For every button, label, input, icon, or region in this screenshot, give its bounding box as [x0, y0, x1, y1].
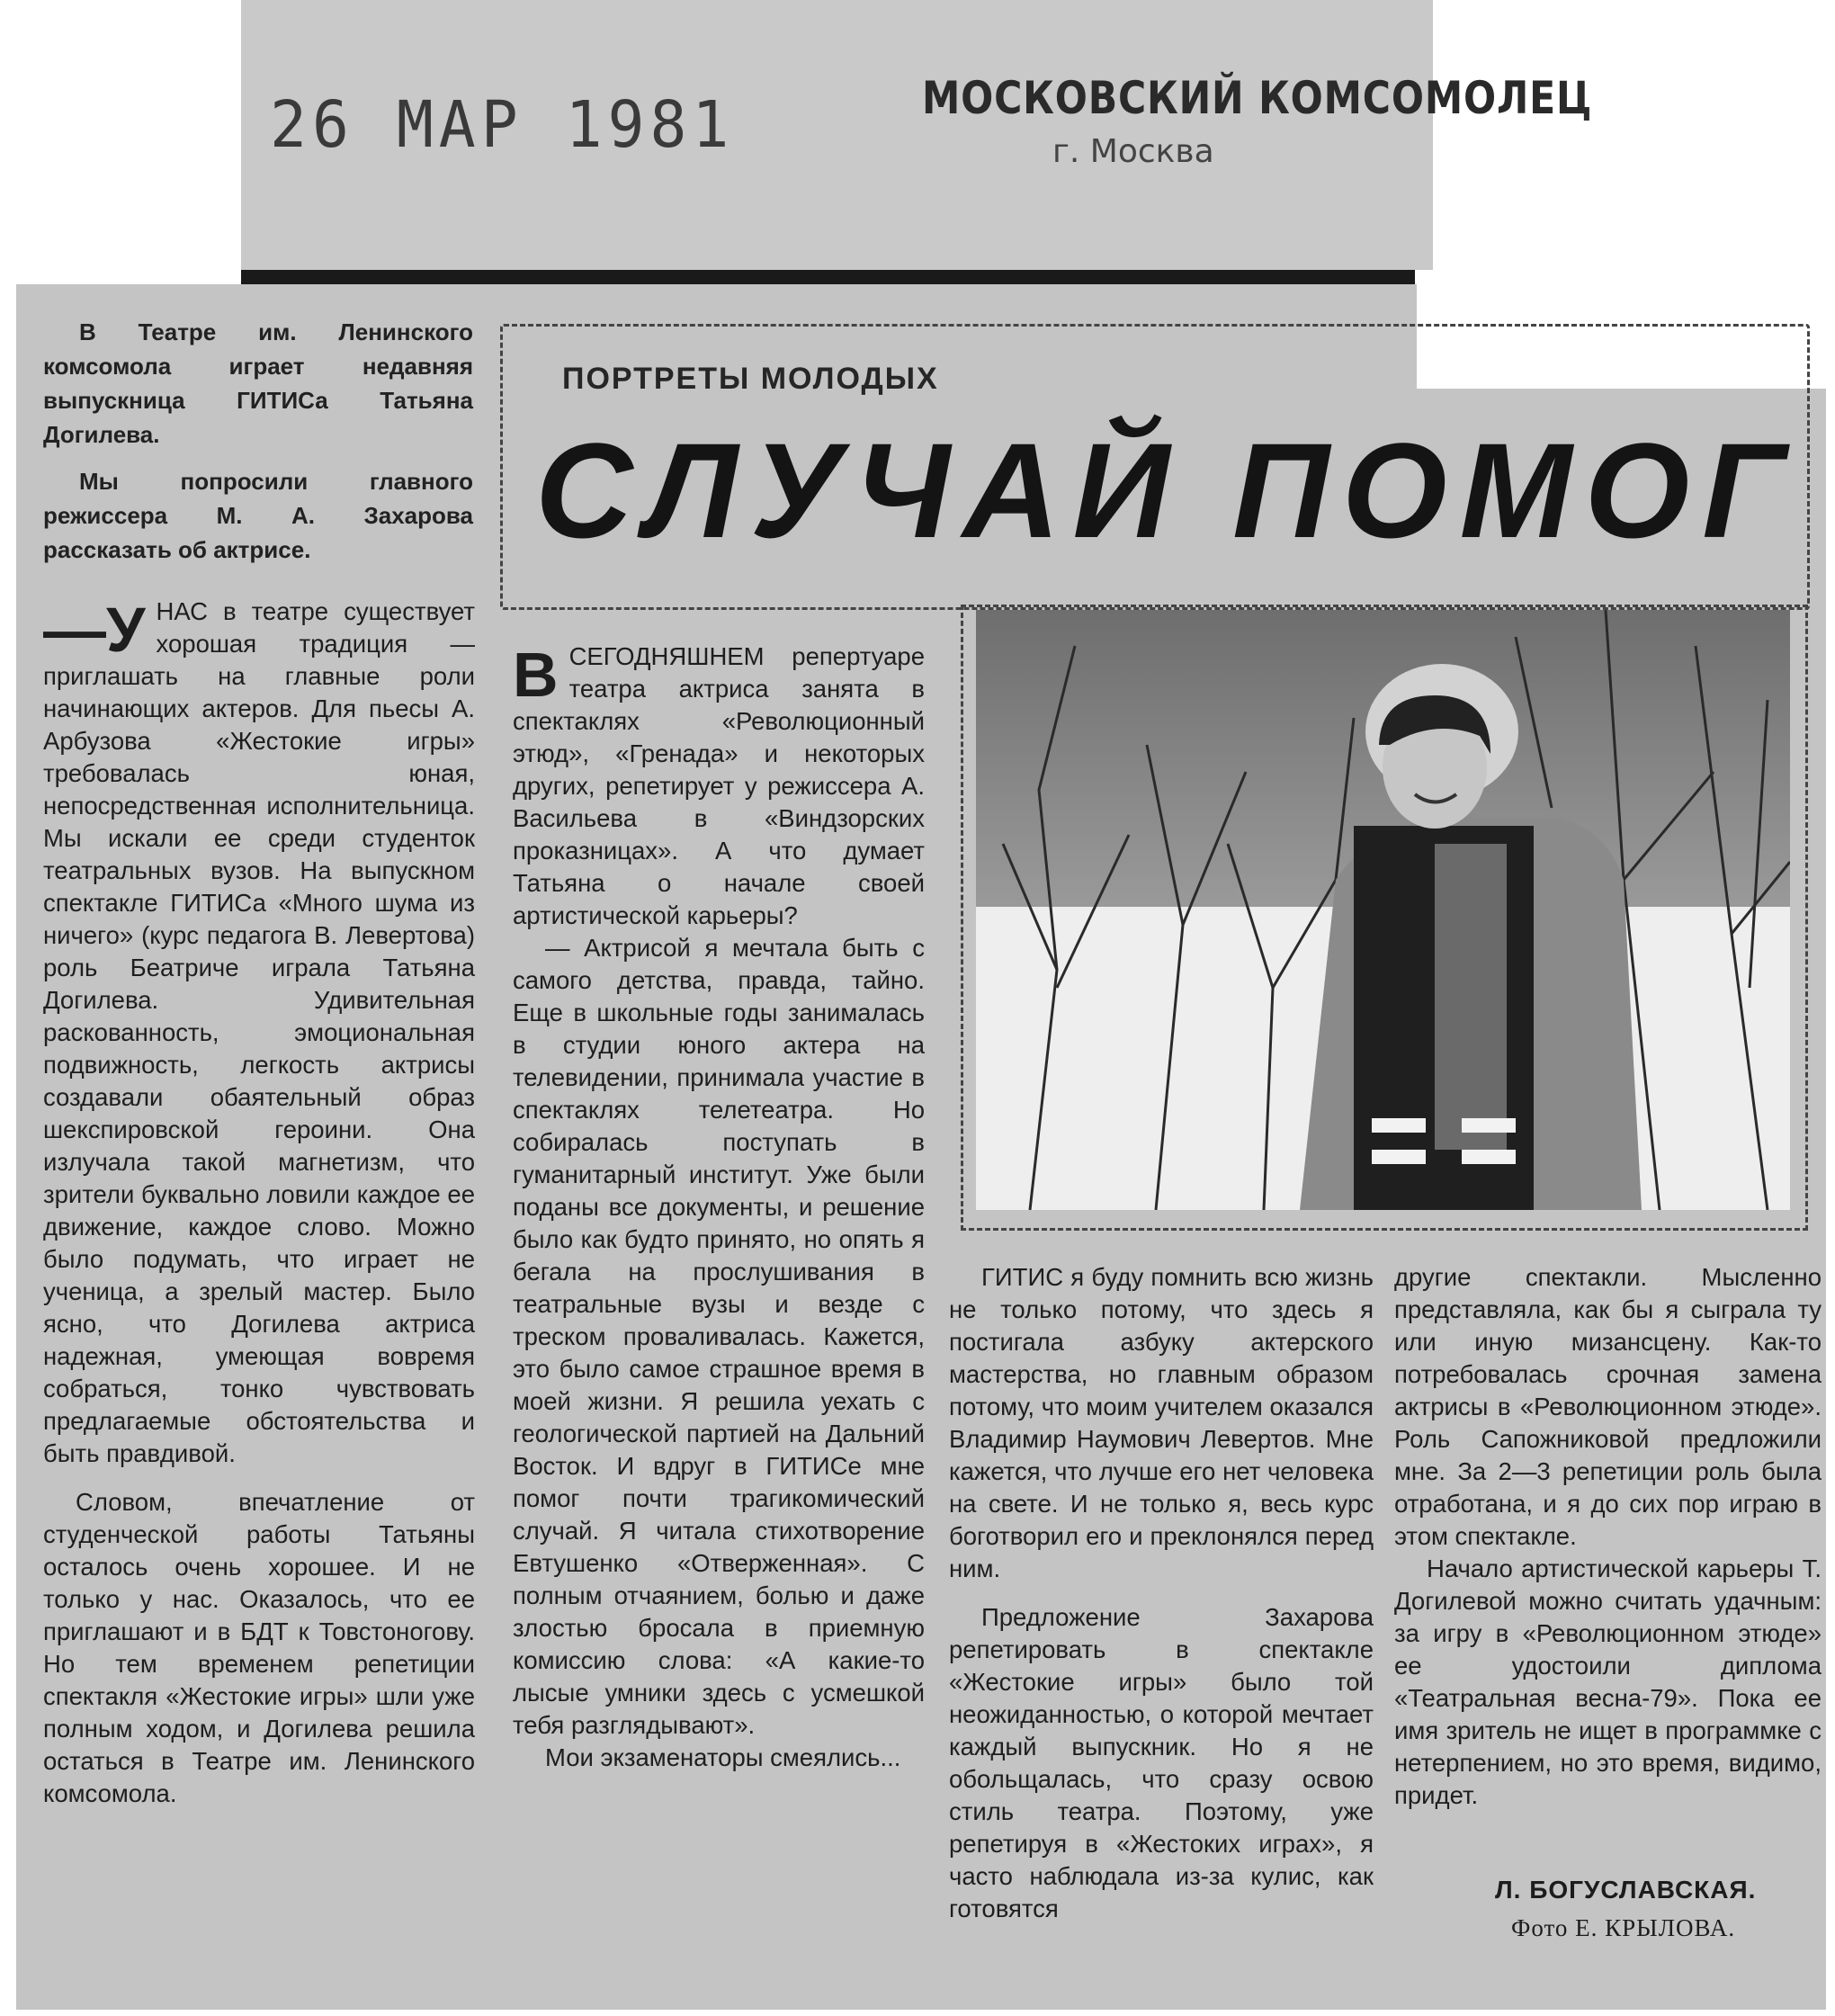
dropcap: —У: [43, 595, 146, 665]
article-column-2: [513, 641, 925, 1774]
paragraph-text: другие спектакли. Мысленно представляла, как бы я сыграла ту или иную мизансцену. Как-то потребовалась срочная замена актрисы в «Революционном этюде». Роль Сапожниковой предложили мне. За 2—3 репетиции роль была отработана, и я до сих пор играю в этом спектакле.: [1394, 1263, 1822, 1550]
paragraph-text: — Актрисой я мечтала быть с самого детства, правда, тайно. Еще в школьные годы занималась в студии юного актера на телевидении, принимала участие в спектаклях телетеатра. Но собиралась поступать в гуманитарный институт. Уже были поданы все документы, и решение было как будто принято, но опять я бегала на прослушивания в театральные вузы и везде с треском проваливалась. Кажется, это было самое страшное время в моей жизни. Я решила уехать с геологической партией на Дальний Восток. И вдруг в ГИТИСе мне помог почти трагикомический случай. Я читала стихотворение Евтушенко «Отверженная». С полным отчаянием, болью и даже злостью бросала в приемную комиссию слова: «А какие-то лысые умники здесь с усмешкой тебя разглядывают».: [513, 934, 925, 1739]
paragraph-text: ГИТИС я буду помнить всю жизнь не только потому, что здесь я постигала азбуку актерского мастерства, но главным образом потому, что моим учителем оказался Владимир Наумович Левертов. Мне кажется, что лучше его нет человека на свете. И не только я, весь курс боготворил его и преклонялся перед ним.: [949, 1263, 1374, 1582]
headline: СЛУЧАЙ ПОМОГ: [535, 415, 1798, 566]
paragraph-text: СЕГОДНЯШНЕМ репертуаре театра актриса занята в спектаклях «Революционный этюд», «Гренада» и некоторых других, репетирует у режиссера А. Васильева в «Виндзорских проказницах». А что думает Татьяна о начале своей артистической карьеры?: [513, 642, 925, 929]
actress-photo: [976, 610, 1790, 1210]
paragraph-text: Предложение Захарова репетировать в спектакле «Жестокие игры» было той неожиданностью, о которой мечтает каждый выпускник. Но я не обольщалась, что сразу освою стиль театра. Поэтому, уже репетируя в «Жестоких играх», я часто наблюдала из-за кулис, как готовятся: [949, 1603, 1374, 1922]
article-column-4: [1394, 1261, 1822, 1812]
header-rule: [241, 270, 1415, 284]
city-stamp: г. Москва: [1052, 133, 1214, 170]
rubric: ПОРТРЕТЫ МОЛОДЫХ: [562, 362, 939, 396]
date-stamp: 26 МАР 1981: [270, 88, 735, 163]
dropcap: В: [513, 640, 559, 710]
author-signature: Л. БОГУСЛАВСКАЯ.: [1495, 1876, 1757, 1904]
intro-paragraph: Мы попросили главного режиссера М. А. Захарова рассказать об актрисе.: [43, 468, 473, 563]
intro-paragraph: В Театре им. Ленинского комсомола играет недавняя выпускница ГИТИСа Татьяна Догилева.: [43, 318, 473, 448]
paragraph-text: Словом, впечатление от студенческой работы Татьяны осталось очень хорошее. И не только у нас. Оказалось, что ее приглашают и в БДТ к Товстоногову. Но тем временем репетиции спектакля «Жестокие игры» шли уже полным ходом, и Догилева решила остаться в Театре им. Ленинского комсомола.: [43, 1488, 475, 1807]
article-column-1: [43, 596, 475, 1810]
intro-lead: [43, 315, 473, 567]
paragraph-text: НАС в театре существует хорошая традиция — приглашать на главные роли начинающих актеров. Для пьесы А. Арбузова «Жестокие игры» требовалась юная, непосредственная исполнительница. Мы искали ее среди студенток театральных вузов. На выпускном спектакле ГИТИСа «Много шума из ничего» (курс педагога В. Левертова) роль Беатриче играла Татьяна Догилева. Удивительная раскованность, эмоциональная подвижность, легкость актрисы создавали обаятельный образ шекспировской героини. Она излучала такой магнетизм, что зрители буквально ловили каждое ее движение, каждое слово. Можно было подумать, что играет не ученица, а зрелый мастер. Было ясно, что Догилева актриса надежная, умеющая вовремя собраться, тонко чувствовать предлагаемые обстоятельства и быть правдивой.: [43, 597, 475, 1467]
newspaper-name-stamp: МОСКОВСКИЙ КОМСОМОЛЕЦ: [922, 72, 1593, 124]
paragraph-text: Начало артистической карьеры Т. Догилевой можно считать удачным: за игру в «Революционном этюде» ее удостоили диплома «Театральная весна-79». Пока ее имя зритель не ищет в программке с нетерпением, но это время, видимо, придет.: [1394, 1555, 1822, 1809]
photo-credit: Фото Е. КРЫЛОВА.: [1511, 1914, 1736, 1941]
blank-margin: [0, 270, 241, 284]
paragraph-text: Мои экзаменаторы смеялись...: [545, 1743, 901, 1771]
article-column-3: [949, 1261, 1374, 1925]
